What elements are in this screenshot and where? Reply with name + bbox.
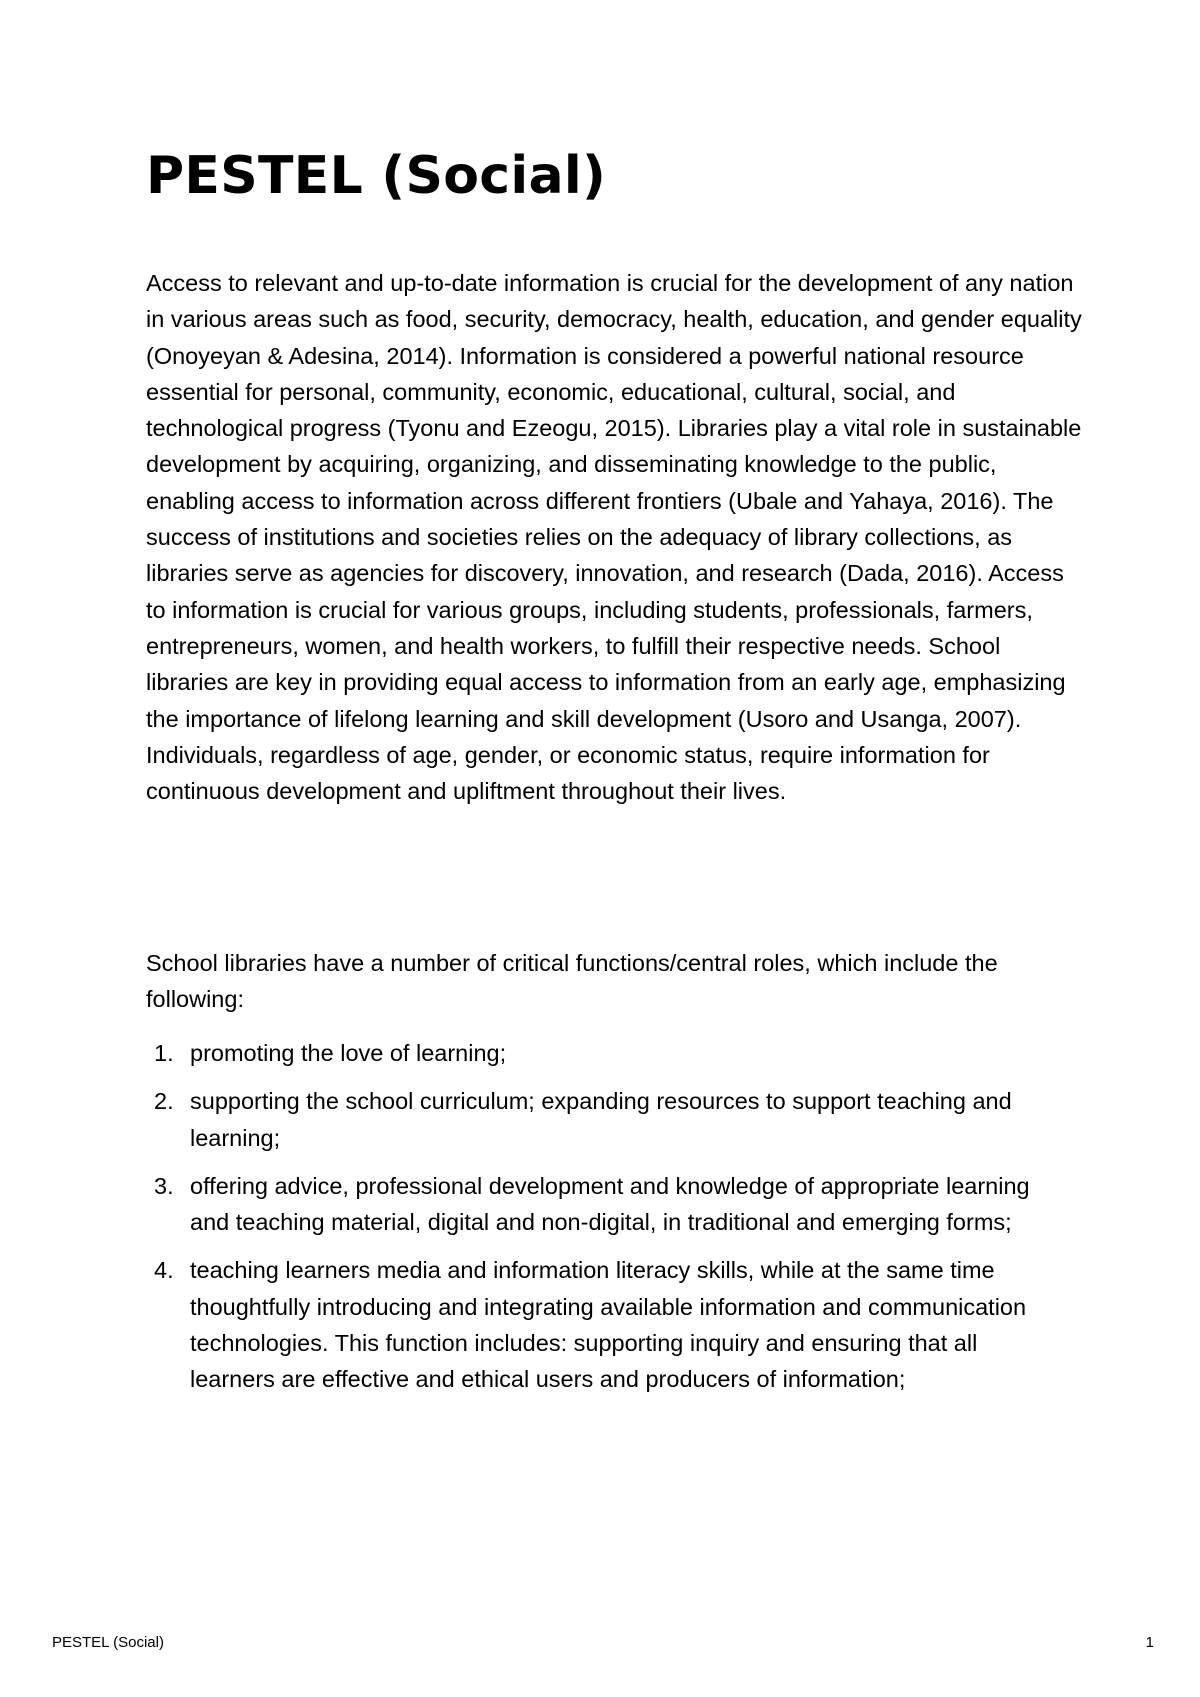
list-item <box>146 1035 1046 1071</box>
list-item-number: 1. <box>154 1040 174 1066</box>
list-item-number: 4. <box>154 1257 174 1284</box>
list-item <box>146 1168 1046 1241</box>
list-item-text: supporting the school curriculum; expanding resources to support teaching and learning; <box>190 1088 1012 1151</box>
page-number: 1 <box>1145 1634 1154 1651</box>
paragraph-functions-intro: School libraries have a number of critical functions/central roles, which include the following: <box>146 950 998 1013</box>
functions-list <box>146 1035 1046 1410</box>
page-title: PESTEL (Social) <box>146 146 607 206</box>
list-item-number: 3. <box>154 1172 174 1199</box>
list-item-text: teaching learners media and information literacy skills, while at the same time thoughtfully introducing and integrating available information and communication technologies. This function includes: supporting inquiry and ensuring that all learners are effective and ethical users and producers of information; <box>190 1257 1027 1393</box>
list-item-number: 2. <box>154 1088 174 1115</box>
list-item <box>146 1252 1046 1397</box>
list-item-text: promoting the love of learning; <box>190 1040 507 1066</box>
paragraph-intro: Access to relevant and up-to-date information is crucial for the development of any nation in various areas such as food, security, democracy, health, education, and gender equality (Onoyeyan & Adesina, 2014). Information is considered a powerful national resource essential for personal, community, economic, educational, cultural, social, and technological progress (Tyonu and Ezeogu, 2015). Libraries play a vital role in sustainable development by acquiring, organizing, and disseminating knowledge to the public, enabling access to information across different frontiers (Ubale and Yahaya, 2016). The success of institutions and societies relies on the adequacy of library collections, as libraries serve as agencies for discovery, innovation, and research (Dada, 2016). Access to information is crucial for various groups, including students, professionals, farmers, entrepreneurs, women, and health workers, to fulfill their respective needs. School libraries are key in providing equal access to information from an early age, emphasizing the importance of lifelong learning and skill development (Usoro and Usanga, 2007). Individuals, regardless of age, gender, or economic status, require information for continuous development and upliftment throughout their lives. <box>146 270 1082 805</box>
list-item-text: offering advice, professional development and knowledge of appropriate learning and teaching material, digital and non-digital, in traditional and emerging forms; <box>190 1172 1030 1236</box>
list-item <box>146 1083 1046 1156</box>
footer-title: PESTEL (Social) <box>52 1634 164 1651</box>
